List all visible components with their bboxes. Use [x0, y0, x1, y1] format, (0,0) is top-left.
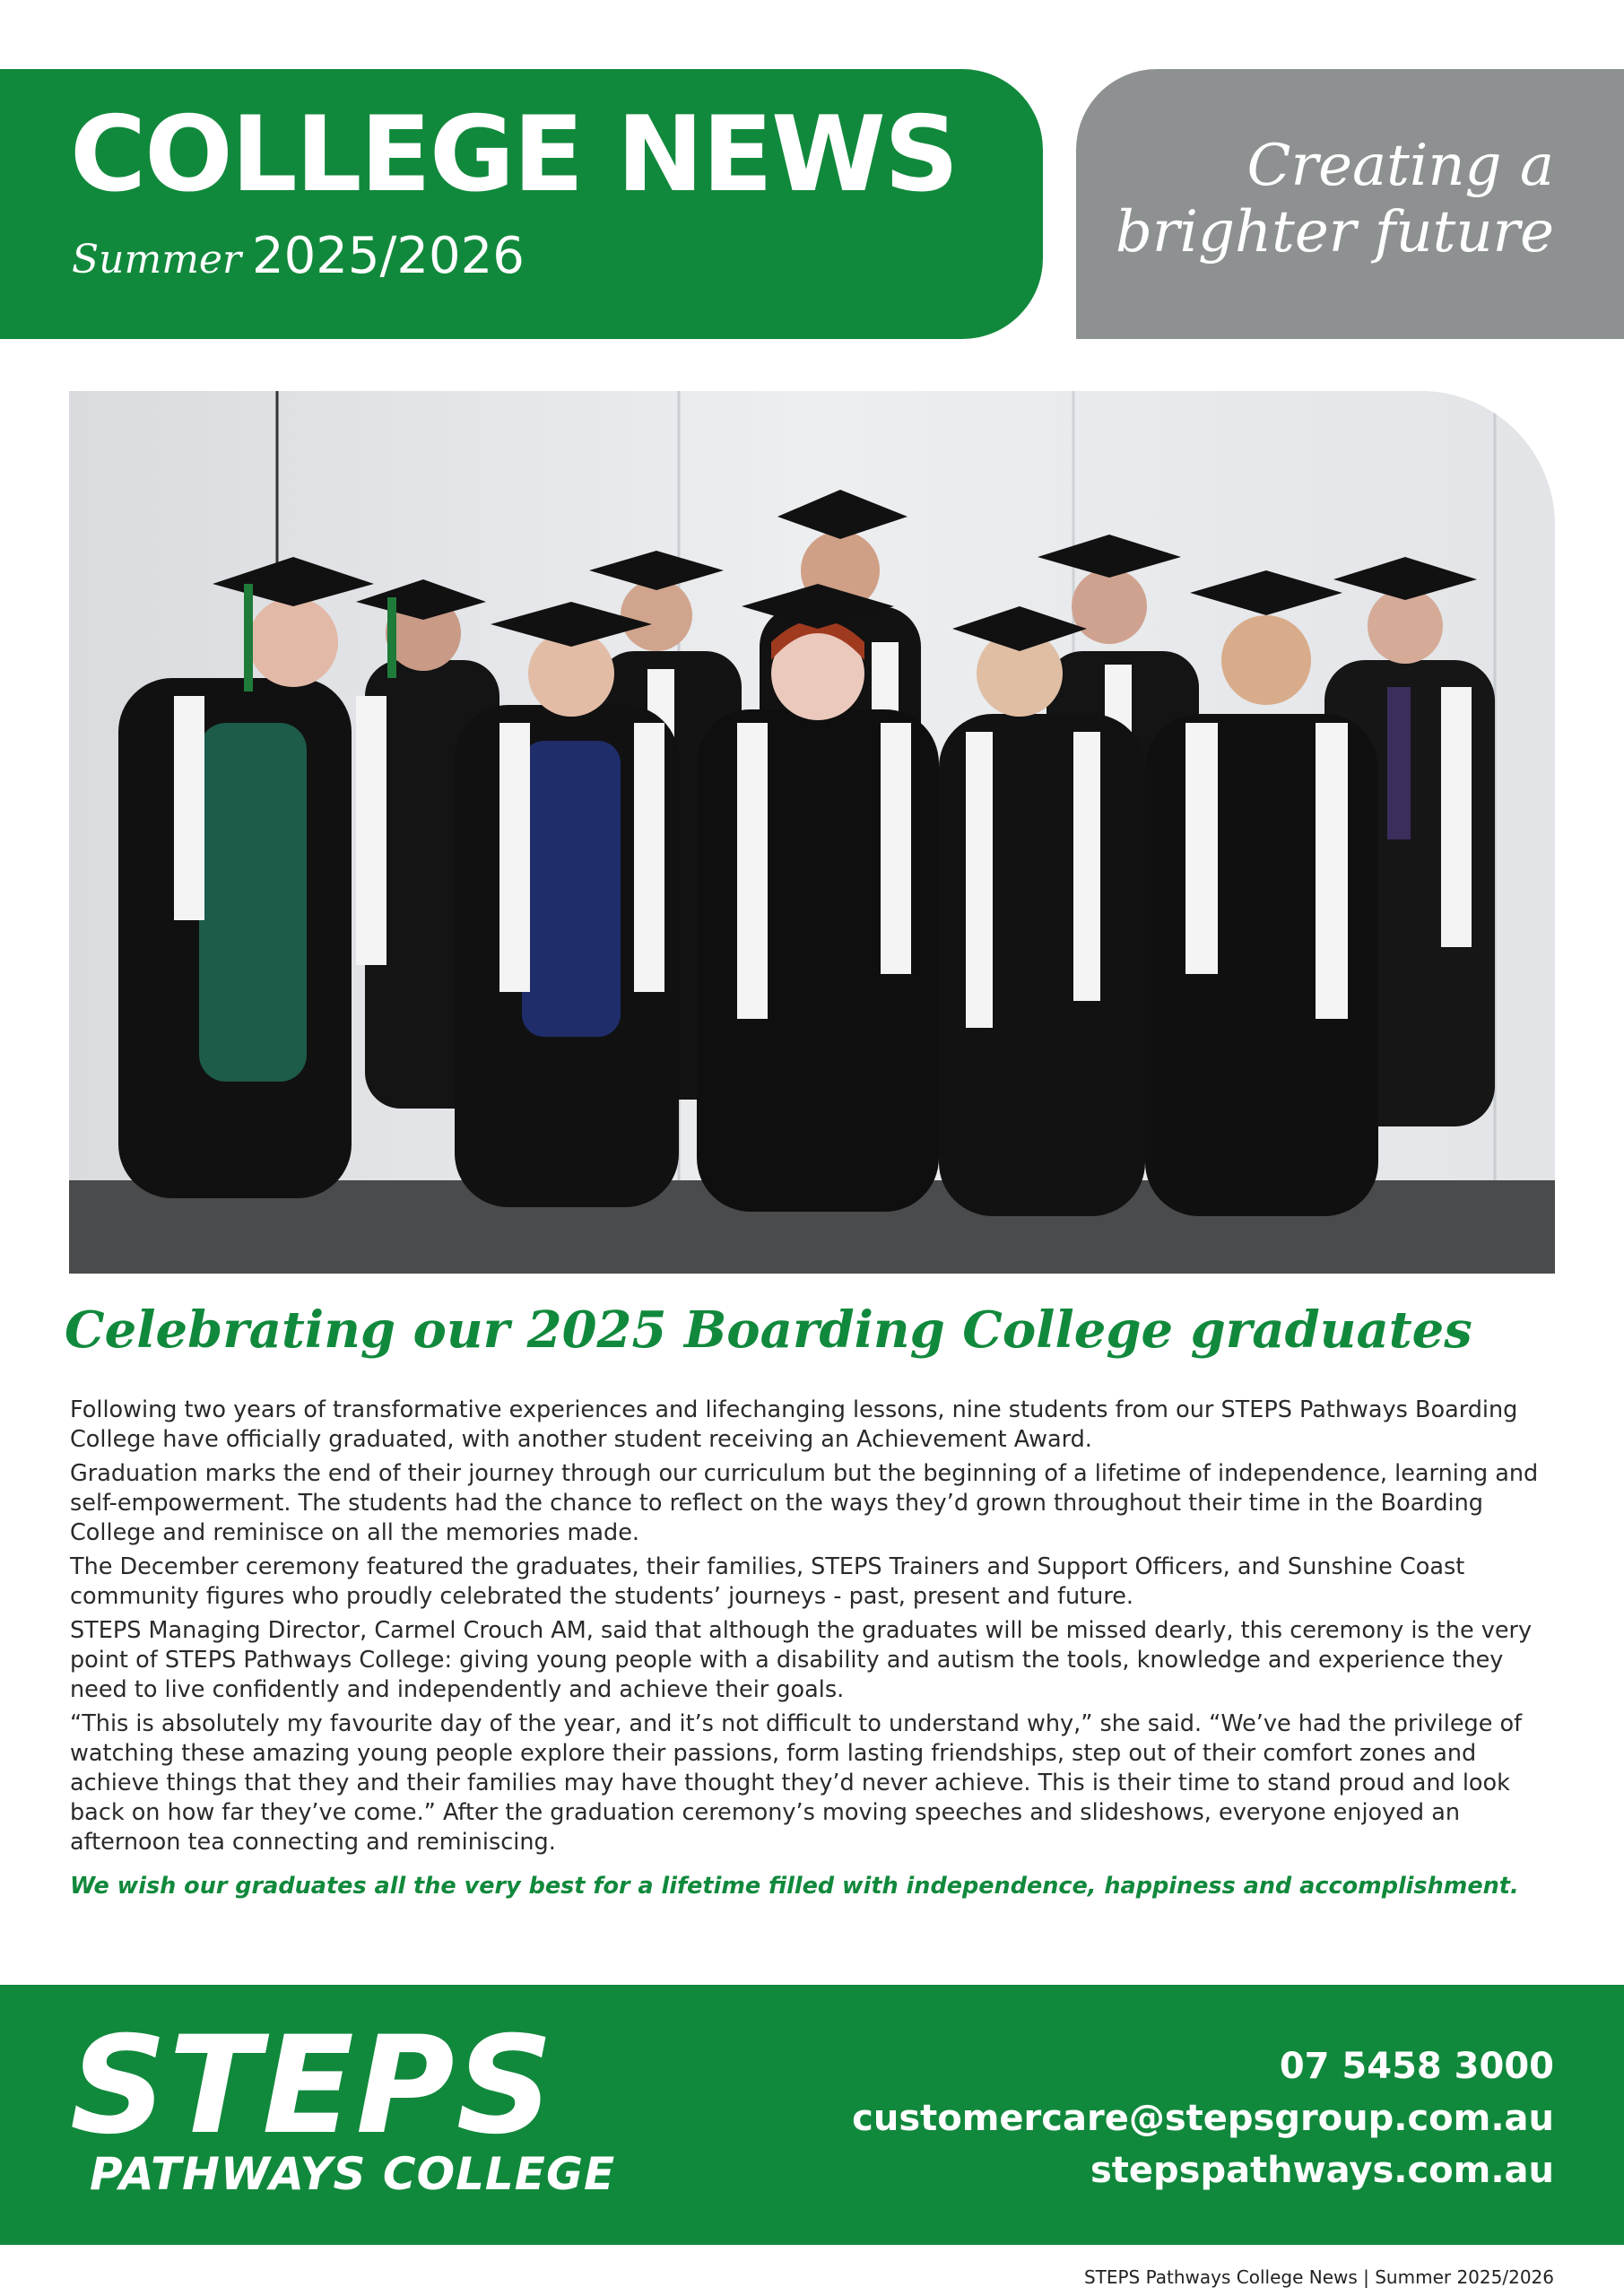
tagline-line-2: brighter future — [1115, 198, 1554, 265]
edition-label — [72, 227, 525, 285]
logo-wordmark: STEPS — [70, 2008, 555, 2164]
tagline — [1116, 134, 1554, 265]
closing-statement: We wish our graduates all the very best for a lifetime filled with independence, happiness and accomplishment. — [70, 1873, 1519, 1900]
page-footer: STEPS Pathways College News | Summer 2025/2026 — [1083, 2266, 1554, 2288]
website-link[interactable]: stepspathways.com.au — [1090, 2150, 1554, 2191]
graduates-photo-image — [69, 391, 1555, 1274]
footer-banner — [0, 1985, 1624, 2245]
edition-year: 2025/2026 — [252, 227, 525, 285]
newsletter-title: COLLEGE NEWS — [70, 94, 958, 215]
article-headline: Celebrating our 2025 Boarding College graduates — [65, 1300, 1472, 1360]
edition-season: Summer — [72, 237, 241, 283]
article-paragraph: “This is absolutely my favourite day of the year, and it’s not difficult to understand why,” she said. “We’ve had the privilege of watching these amazing young people explore their passions, form lasting friendships, step out of their comfort zones and achieve things that they and their families may have thought they’d never achieve. This is their time to stand proud and look back on how far they’ve come.” After the graduation ceremony’s moving speeches and slideshows, everyone enjoyed an afternoon tea connecting and reminiscing. — [70, 1710, 1523, 1856]
article-paragraph: Following two years of transformative experiences and lifechanging lessons, nine students from our STEPS Pathways Boarding College have officially graduated, with another student receiving an Achievement Award. — [70, 1396, 1518, 1453]
article-body — [70, 1396, 1559, 1906]
email-link[interactable]: customercare@stepsgroup.com.au — [852, 2098, 1554, 2139]
tagline-panel — [1076, 69, 1624, 339]
article-paragraph: STEPS Managing Director, Carmel Crouch AM, said that although the graduates will be missed dearly, this ceremony is the very point of STEPS Pathways College: giving young people with a disability and autism the tools, knowledge and experience they need to live confidently and independently and achieve their goals. — [70, 1617, 1533, 1703]
tagline-line-1: Creating a — [1246, 133, 1554, 199]
contact-details — [852, 2040, 1554, 2196]
article-paragraph: The December ceremony featured the graduates, their families, STEPS Trainers and Support Officers, and Sunshine Coast community figures who proudly celebrated the students’ journeys - past, present and future. — [70, 1553, 1465, 1610]
steps-logo — [70, 2008, 626, 2207]
logo-subtitle: PATHWAYS COLLEGE — [90, 2148, 616, 2200]
graduates-photo — [69, 391, 1555, 1274]
article-paragraph: Graduation marks the end of their journey through our curriculum but the beginning of a lifetime of independence, learning and self-empowerment. The students had the chance to reflect on the ways they’d grown throughout their time in the Boarding College and reminisce on all the memories made. — [70, 1460, 1539, 1546]
phone-number[interactable]: 07 5458 3000 — [1279, 2046, 1554, 2087]
